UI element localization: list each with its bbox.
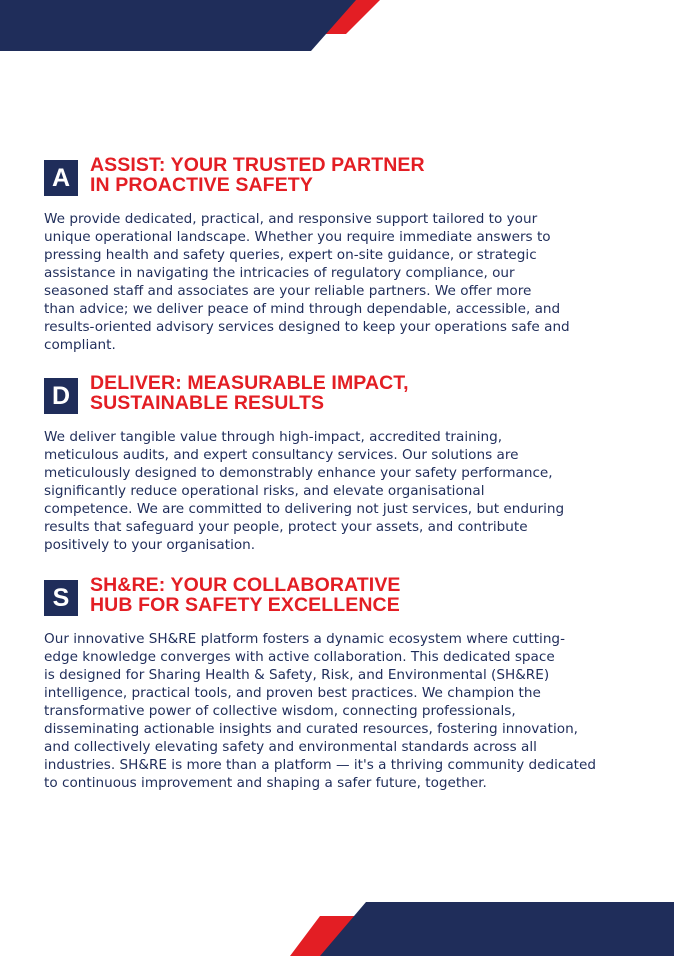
section-heading: [90, 575, 401, 615]
body-line: We provide dedicated, practical, and responsive support tailored to your: [44, 211, 538, 227]
body-line: meticulous audits, and expert consultancy services. Our solutions are: [44, 447, 519, 463]
section-share: [44, 574, 644, 792]
section-heading-line: IN PROACTIVE SAFETY: [90, 174, 313, 196]
section-heading-line: SH&RE: YOUR COLLABORATIVE: [90, 574, 401, 596]
section-letter-badge: D: [44, 378, 78, 414]
section-heading-line: ASSIST: YOUR TRUSTED PARTNER: [90, 154, 425, 176]
body-line: unique operational landscape. Whether you require immediate answers to: [44, 229, 551, 245]
body-line: disseminating actionable insights and curated resources, fostering innovation,: [44, 721, 578, 737]
section-heading-line: HUB FOR SAFETY EXCELLENCE: [90, 594, 400, 616]
section-body: [44, 210, 636, 354]
section-heading: [90, 155, 425, 195]
section-assist: [44, 154, 644, 354]
section-deliver: [44, 372, 644, 554]
body-line: results that safeguard your people, protect your assets, and contribute: [44, 519, 528, 535]
header-decoration: [0, 0, 674, 56]
section-body: [44, 630, 636, 792]
body-line: pressing health and safety queries, expert on-site guidance, or strategic: [44, 247, 537, 263]
body-line: significantly reduce operational risks, and elevate organisational: [44, 483, 485, 499]
body-line: industries. SH&RE is more than a platform — it's a thriving community dedicated: [44, 757, 596, 773]
body-line: seasoned staff and associates are your reliable partners. We offer more: [44, 283, 532, 299]
section-letter-badge: S: [44, 580, 78, 616]
body-line: results-oriented advisory services designed to keep your operations safe and: [44, 319, 570, 335]
section-heading: [90, 373, 409, 413]
section-heading-line: DELIVER: MEASURABLE IMPACT,: [90, 372, 409, 394]
body-line: and collectively elevating safety and environmental standards across all: [44, 739, 537, 755]
body-line: edge knowledge converges with active collaboration. This dedicated space: [44, 649, 555, 665]
section-body: [44, 428, 636, 554]
body-line: positively to your organisation.: [44, 537, 256, 553]
body-line: intelligence, practical tools, and proven best practices. We champion the: [44, 685, 541, 701]
body-line: transformative power of collective wisdom, connecting professionals,: [44, 703, 516, 719]
body-line: competence. We are committed to delivering not just services, but enduring: [44, 501, 565, 517]
body-line: meticulously designed to demonstrably enhance your safety performance,: [44, 465, 553, 481]
body-line: compliant.: [44, 337, 116, 353]
body-line: is designed for Sharing Health & Safety, Risk, and Environmental (SH&RE): [44, 667, 550, 683]
body-line: to continuous improvement and shaping a safer future, together.: [44, 775, 487, 791]
section-heading-line: SUSTAINABLE RESULTS: [90, 392, 325, 414]
body-line: assistance in navigating the intricacies of regulatory compliance, our: [44, 265, 515, 281]
section-letter-badge: A: [44, 160, 78, 196]
body-line: We deliver tangible value through high-impact, accredited training,: [44, 429, 503, 445]
body-line: Our innovative SH&RE platform fosters a dynamic ecosystem where cutting-: [44, 631, 565, 647]
footer-decoration: [0, 896, 674, 956]
body-line: than advice; we deliver peace of mind through dependable, accessible, and: [44, 301, 561, 317]
